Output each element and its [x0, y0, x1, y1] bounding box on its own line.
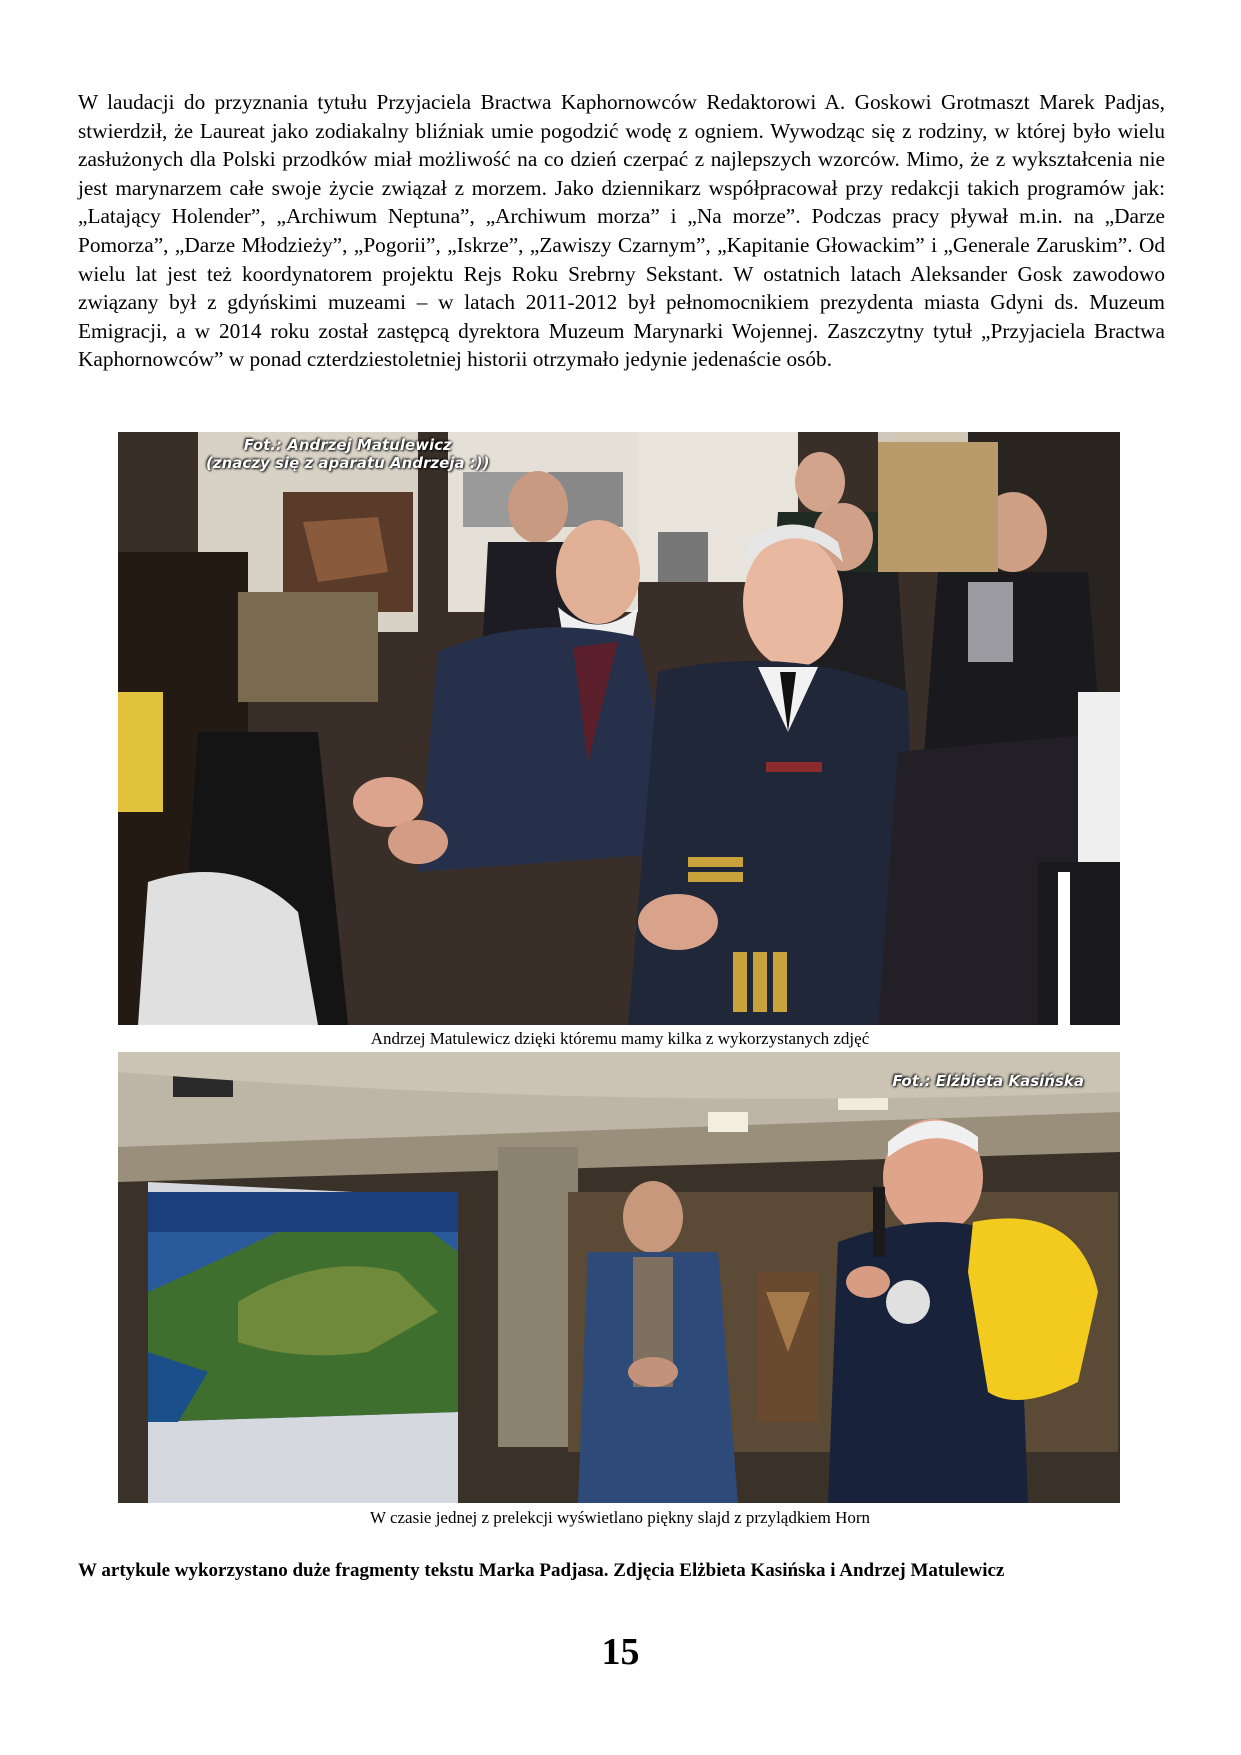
- photo-lecture: [118, 1052, 1120, 1503]
- page-number: 15: [601, 1631, 640, 1673]
- photo-caption: Andrzej Matulewicz dzięki któremu mamy kilka z wykorzystanych zdjęć: [370, 1029, 870, 1048]
- photo-credit-line: (znaczy się z aparatu Andrzeja :)): [206, 454, 490, 472]
- article-footnote: W artykule wykorzystano duże fragmenty tekstu Marka Padjasa. Zdjęcia Elżbieta Kasińska i Andrzej Matulewicz: [78, 1560, 1005, 1581]
- photo-caption: W czasie jednej z prelekcji wyświetlano piękny slajd z przylądkiem Horn: [369, 1508, 871, 1527]
- photo-audience: [118, 432, 1120, 1025]
- photo-credit: [206, 436, 490, 472]
- photo-credit: Fot.: Elżbieta Kasińska: [892, 1072, 1084, 1090]
- article-paragraph: W laudacji do przyznania tytułu Przyjaciela Bractwa Kaphornowców Redaktorowi A. Goskowi Grotmaszt Marek Padjas, stwierdził, że Laureat jako zodiakalny bliźniak umie pogodzić wodę z ogniem. Wywodząc się z rodziny, w której było wielu zasłużonych dla Polski przodków miał możliwość na co dzień czerpać z najlepszych wzorców. Mimo, że z wykształcenia nie jest marynarzem całe swoje życie związał z morzem. Jako dziennikarz współpracował przy redakcji takich programów jak: „Latający Holender”, „Archiwum Neptuna”, „Archiwum morza” i „Na morze”. Podczas pracy pływał m.in. na „Darze Pomorza”, „Darze Młodzieży”, „Pogorii”, „Iskrze”, „Zawiszy Czarnym”, „Kapitanie Głowackim” i „Generale Zaruskim”. Od wielu lat jest też koordynatorem projektu Rejs Roku Srebrny Sekstant. W ostatnich latach Aleksander Gosk zawodowo związany był z gdyńskimi muzeami – w latach 2011-2012 był pełnomocnikiem prezydenta miasta Gdyni ds. Muzeum Emigracji, a w 2014 roku został zastępcą dyrektora Muzeum Marynarki Wojennej. Zaszczytny tytuł „Przyjaciela Bractwa Kaphornowców” w ponad czterdziestoletniej historii otrzymało jedynie jedenaście osób.: [78, 90, 1165, 372]
- photo-credit-line: Fot.: Andrzej Matulewicz: [243, 436, 452, 454]
